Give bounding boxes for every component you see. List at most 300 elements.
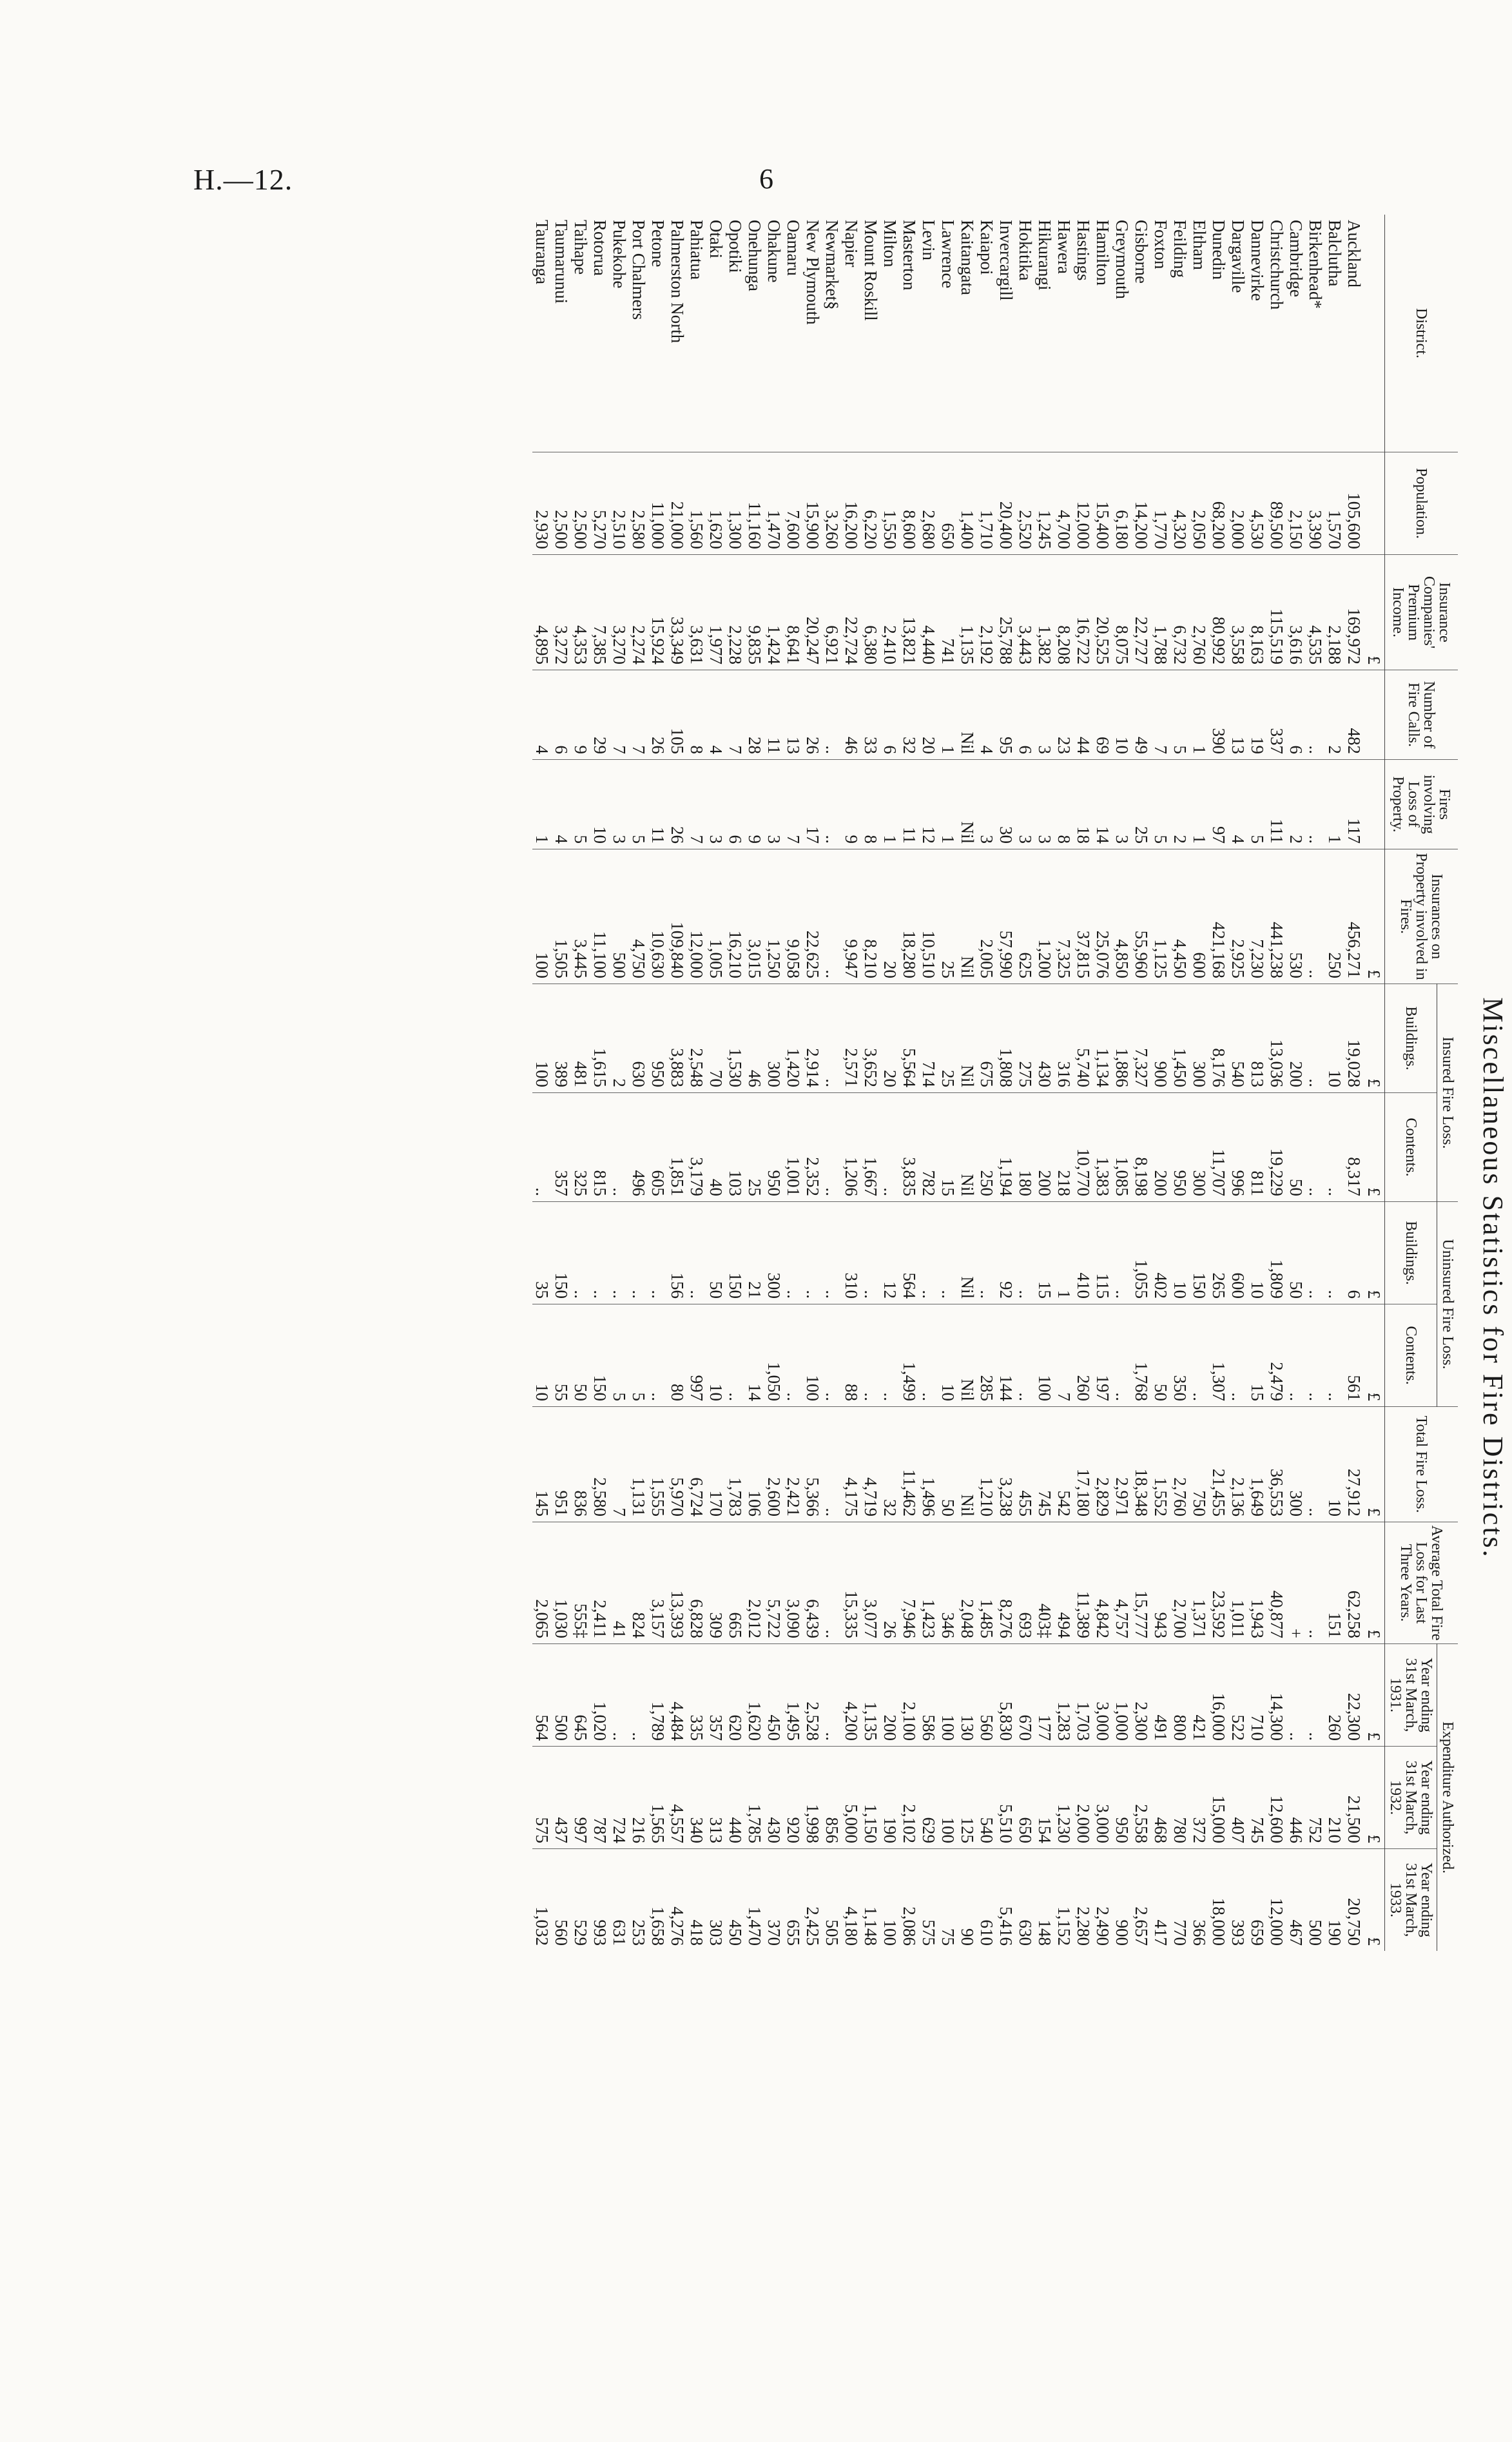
value-cell: 350	[1170, 1304, 1190, 1407]
value-cell: 407	[1228, 1747, 1248, 1849]
value-cell: 2,228	[726, 555, 745, 670]
value-cell: 18,280	[900, 849, 919, 984]
value-cell: ..	[938, 1202, 958, 1304]
value-cell: ..	[880, 1093, 900, 1202]
value-cell: 25	[745, 1093, 764, 1202]
value-cell: 811	[1248, 1093, 1267, 1202]
value-cell: 75	[938, 1849, 958, 1952]
value-cell: 16,000	[1209, 1644, 1228, 1747]
value-cell: 20,247	[803, 555, 822, 670]
value-cell: 111	[1267, 760, 1286, 849]
value-cell: ..	[977, 1202, 996, 1304]
value-cell: ..	[822, 1304, 842, 1407]
value-cell: ..	[880, 1304, 900, 1407]
value-cell: 1	[938, 760, 958, 849]
district-cell: Taumarunui	[552, 220, 572, 304]
value-cell: 12,000	[1074, 452, 1093, 555]
value-cell: 150	[590, 1304, 610, 1407]
value-cell: 560	[552, 1849, 571, 1952]
table-row	[1325, 215, 1344, 1951]
value-cell: 1,050	[764, 1304, 784, 1407]
value-cell: 421,168	[1209, 849, 1228, 984]
table-row	[629, 215, 648, 1951]
value-cell: 500	[1306, 1849, 1325, 1952]
value-cell: 62,258	[1344, 1522, 1364, 1644]
district-cell: Napier	[842, 220, 862, 267]
document-code: H.—12.	[193, 163, 293, 196]
value-cell: 437	[552, 1747, 571, 1849]
value-cell: 564	[900, 1202, 919, 1304]
value-cell: 14,300	[1267, 1644, 1286, 1747]
value-cell: 10,630	[648, 849, 668, 984]
value-cell: ..	[1325, 1093, 1344, 1202]
col-fires-loss: Fires involving Loss of Property.	[1385, 760, 1459, 849]
value-cell: 3,000	[1093, 1644, 1112, 1747]
value-cell: 2,300	[1132, 1644, 1151, 1747]
value-cell: 2,274	[629, 555, 648, 670]
value-cell: ..	[861, 1202, 880, 1304]
value-cell: 625	[1016, 849, 1035, 984]
value-cell: 4,850	[1112, 849, 1132, 984]
value-cell: 500	[610, 849, 629, 984]
value-cell: 2,500	[571, 452, 590, 555]
value-cell: 2,352	[803, 1093, 822, 1202]
value-cell: 446	[1286, 1747, 1306, 1849]
value-cell: ..	[1306, 670, 1325, 760]
value-cell: ..	[1325, 1202, 1344, 1304]
value-cell: 724	[610, 1747, 629, 1849]
value-cell: 2,700	[1170, 1522, 1190, 1644]
value-cell: 4,175	[842, 1407, 861, 1522]
table-row	[1228, 215, 1248, 1951]
value-cell: 32	[880, 1407, 900, 1522]
value-cell: 2,829	[1093, 1407, 1112, 1522]
value-cell: ..	[822, 670, 842, 760]
value-cell: 2,580	[590, 1407, 610, 1522]
value-cell: 1,125	[1151, 849, 1170, 984]
value-cell: 80,992	[1209, 555, 1228, 670]
table-row	[784, 215, 803, 1951]
value-cell: 22,625	[803, 849, 822, 984]
value-cell: 1,620	[745, 1644, 764, 1747]
value-cell: 300	[1286, 1407, 1306, 1522]
value-cell: 11,000	[648, 452, 668, 555]
value-cell: 1,194	[996, 1093, 1016, 1202]
value-cell: 1,030	[552, 1522, 571, 1644]
value-cell: 20,750	[1344, 1849, 1364, 1952]
district-cell: Kaiapoi	[977, 220, 997, 275]
value-cell: 390	[1209, 670, 1228, 760]
value-cell: 1,977	[706, 555, 726, 670]
value-cell: 1	[1054, 1202, 1074, 1304]
value-cell: 8,210	[861, 849, 880, 984]
value-cell: 29	[590, 670, 610, 760]
value-cell: 10	[532, 1304, 552, 1407]
value-cell: 216	[629, 1747, 648, 1849]
table-row	[958, 215, 977, 1951]
value-cell: 28	[745, 670, 764, 760]
value-cell: 10	[1170, 1202, 1190, 1304]
value-cell: 586	[919, 1644, 938, 1747]
value-cell: 46	[745, 984, 764, 1093]
value-cell: 665	[726, 1522, 745, 1644]
value-cell: 325	[571, 1093, 590, 1202]
value-cell: 80	[668, 1304, 687, 1407]
value-cell: 2	[610, 984, 629, 1093]
value-cell: 5,722	[764, 1522, 784, 1644]
district-cell: Christchurch	[1267, 220, 1287, 310]
value-cell: 7,600	[784, 452, 803, 555]
value-cell: 20	[880, 984, 900, 1093]
district-cell: Birkenhead*	[1306, 220, 1326, 309]
value-cell: 467	[1286, 1849, 1306, 1952]
value-cell: 15,900	[803, 452, 822, 555]
table-row	[610, 215, 629, 1951]
value-cell: 12	[919, 760, 938, 849]
value-cell: ..	[726, 1304, 745, 1407]
value-cell: 5,510	[996, 1747, 1016, 1849]
value-cell: 714	[919, 984, 938, 1093]
value-cell: 5	[1248, 760, 1267, 849]
value-cell: 13	[1228, 670, 1248, 760]
value-cell: ..	[1286, 1644, 1306, 1747]
value-cell: 491	[1151, 1644, 1170, 1747]
value-cell: 7	[610, 670, 629, 760]
value-cell: 8,163	[1248, 555, 1267, 670]
value-cell: 7	[629, 670, 648, 760]
value-cell: 2	[1286, 760, 1306, 849]
value-cell: 1,620	[706, 452, 726, 555]
col-premium: Insurance Companies' Premium Income.	[1385, 555, 1459, 670]
value-cell: 103	[726, 1093, 745, 1202]
district-cell	[1364, 215, 1385, 452]
value-cell: 95	[996, 670, 1016, 760]
value-cell: 346	[938, 1522, 958, 1644]
table-row	[977, 215, 996, 1951]
value-cell: 2,280	[1074, 1849, 1093, 1952]
value-cell: 285	[977, 1304, 996, 1407]
value-cell: 1,570	[1325, 452, 1344, 555]
value-cell: 5,270	[590, 452, 610, 555]
value-cell: 650	[938, 452, 958, 555]
value-cell: ..	[648, 1202, 668, 1304]
value-cell: ..	[784, 1202, 803, 1304]
value-cell: 1,450	[1170, 984, 1190, 1093]
value-cell: 55	[552, 1304, 571, 1407]
district-cell: Hawera	[1054, 220, 1074, 274]
table-row	[745, 215, 764, 1951]
value-cell: 2,136	[1228, 1407, 1248, 1522]
value-cell: 1,423	[919, 1522, 938, 1644]
value-cell: £	[1364, 1644, 1385, 1747]
value-cell: 1,245	[1035, 452, 1054, 555]
value-cell: 50	[938, 1407, 958, 1522]
value-cell: 659	[1248, 1849, 1267, 1952]
value-cell: ..	[1306, 1407, 1325, 1522]
value-cell: 7	[784, 760, 803, 849]
value-cell: 1,565	[648, 1747, 668, 1849]
district-cell: Port Chalmers	[629, 220, 649, 320]
district-cell: Greymouth	[1112, 220, 1132, 299]
value-cell: ..	[1306, 1304, 1325, 1407]
value-cell: 430	[764, 1747, 784, 1849]
value-cell: 5,366	[803, 1407, 822, 1522]
value-cell: 100	[532, 984, 552, 1093]
value-cell: 4,276	[668, 1849, 687, 1952]
value-cell: 600	[1190, 849, 1209, 984]
value-cell: 430	[1035, 984, 1054, 1093]
value-cell: 25	[938, 849, 958, 984]
value-cell: 253	[629, 1849, 648, 1952]
value-cell: 37,815	[1074, 849, 1093, 984]
value-cell: 1,032	[532, 1849, 552, 1952]
value-cell: 7	[1151, 670, 1170, 760]
value-cell: 996	[1228, 1093, 1248, 1202]
value-cell: 780	[1170, 1747, 1190, 1849]
value-cell: 993	[590, 1849, 610, 1952]
table-body	[532, 215, 1385, 1951]
value-cell: 106	[745, 1407, 764, 1522]
value-cell: ..	[571, 1202, 590, 1304]
table-row	[822, 215, 842, 1951]
value-cell: 693	[1016, 1522, 1035, 1644]
value-cell: 197	[1093, 1304, 1112, 1407]
value-cell: £	[1364, 984, 1385, 1093]
value-cell: 1,470	[764, 452, 784, 555]
value-cell: 13,393	[668, 1522, 687, 1644]
district-cell: Tauranga	[532, 220, 552, 285]
value-cell: 752	[1306, 1747, 1325, 1849]
value-cell: 55,960	[1132, 849, 1151, 984]
district-cell: Masterton	[900, 220, 920, 291]
district-cell: New Plymouth	[803, 220, 823, 325]
col-population: Population.	[1385, 452, 1459, 555]
value-cell: 836	[571, 1407, 590, 1522]
value-cell: 540	[1228, 984, 1248, 1093]
value-cell: 100	[803, 1304, 822, 1407]
value-cell: 8,075	[1112, 555, 1132, 670]
value-cell: 410	[1074, 1202, 1093, 1304]
value-cell: 8	[861, 760, 880, 849]
value-cell: ..	[1112, 1304, 1132, 1407]
value-cell: 144	[996, 1304, 1016, 1407]
value-cell: 25,076	[1093, 849, 1112, 984]
col-fire-calls: Number of Fire Calls.	[1385, 670, 1459, 760]
value-cell: 630	[629, 984, 648, 1093]
value-cell: 670	[1016, 1644, 1035, 1747]
value-cell: 16,722	[1074, 555, 1093, 670]
value-cell: 750	[1190, 1407, 1209, 1522]
value-cell: 393	[1228, 1849, 1248, 1952]
value-cell: 115,519	[1267, 555, 1286, 670]
value-cell: 3,000	[1093, 1747, 1112, 1849]
value-cell: 745	[1035, 1407, 1054, 1522]
value-cell: 100	[1035, 1304, 1054, 1407]
value-cell: ..	[1228, 1304, 1248, 1407]
value-cell: 36,553	[1267, 1407, 1286, 1522]
value-cell: 125	[958, 1747, 977, 1849]
value-cell: 6,180	[1112, 452, 1132, 555]
value-cell: 275	[1016, 984, 1035, 1093]
value-cell: 46	[842, 670, 861, 760]
value-cell: 6,921	[822, 555, 842, 670]
value-cell: 5,000	[842, 1747, 861, 1849]
value-cell: 2,600	[764, 1407, 784, 1522]
value-cell: 15	[1248, 1304, 1267, 1407]
table-title: Miscellaneous Statistics for Fire Districts.	[1477, 997, 1509, 1559]
value-cell: 357	[552, 1093, 571, 1202]
value-cell: 2,558	[1132, 1747, 1151, 1849]
value-cell: 2,528	[803, 1644, 822, 1747]
value-cell: 5,564	[900, 984, 919, 1093]
value-cell: 15,000	[1209, 1747, 1228, 1849]
value-cell: 6,732	[1170, 555, 1190, 670]
value-cell: 4,700	[1054, 452, 1074, 555]
district-cell: Gisborne	[1132, 220, 1152, 284]
value-cell: 1,152	[1054, 1849, 1074, 1952]
value-cell: 710	[1248, 1644, 1267, 1747]
district-cell: Hikurangi	[1035, 220, 1055, 291]
value-cell: 1,470	[745, 1849, 764, 1952]
value-cell: ..	[590, 1202, 610, 1304]
value-cell: 9,947	[842, 849, 861, 984]
value-cell: 21	[745, 1202, 764, 1304]
value-cell: 561	[1344, 1304, 1364, 1407]
value-cell: 1,206	[842, 1093, 861, 1202]
value-cell: 20,525	[1093, 555, 1112, 670]
value-cell: 1,658	[648, 1849, 668, 1952]
value-cell: £	[1364, 1202, 1385, 1304]
value-cell: 522	[1228, 1644, 1248, 1747]
value-cell: 5	[1151, 760, 1170, 849]
value-cell: 8,208	[1054, 555, 1074, 670]
value-cell: 4,535	[1306, 555, 1325, 670]
value-cell: 218	[1054, 1093, 1074, 1202]
value-cell: 645	[571, 1644, 590, 1747]
value-cell: 650	[1016, 1747, 1035, 1849]
value-cell: Nil	[958, 849, 977, 984]
value-cell	[1364, 760, 1385, 849]
value-cell: 14	[1093, 760, 1112, 849]
value-cell: 100	[532, 849, 552, 984]
value-cell: 10	[1248, 1202, 1267, 1304]
value-cell: 1,649	[1248, 1407, 1267, 1522]
value-cell: 265	[1209, 1202, 1228, 1304]
value-cell: 4	[706, 670, 726, 760]
value-cell: 17,180	[1074, 1407, 1093, 1522]
district-cell: Pukekohe	[610, 220, 630, 289]
value-cell: 1,495	[784, 1644, 803, 1747]
value-cell: 1,768	[1132, 1304, 1151, 1407]
value-cell: 1,703	[1074, 1644, 1093, 1747]
value-cell: 23,592	[1209, 1522, 1228, 1644]
table-row	[668, 215, 687, 1951]
value-cell: 357	[706, 1644, 726, 1747]
value-cell: 1,000	[1112, 1644, 1132, 1747]
value-cell: 2,050	[1190, 452, 1209, 555]
value-cell: 824	[629, 1522, 648, 1644]
value-cell: 4	[552, 760, 571, 849]
value-cell: 3,616	[1286, 555, 1306, 670]
value-cell: 4,719	[861, 1407, 880, 1522]
value-cell: 1	[1190, 670, 1209, 760]
value-cell: 1,005	[706, 849, 726, 984]
value-cell: 4,484	[668, 1644, 687, 1747]
value-cell: 3,652	[861, 984, 880, 1093]
value-cell: ..	[803, 1202, 822, 1304]
value-cell: 210	[1325, 1747, 1344, 1849]
value-cell: 4,450	[1170, 849, 1190, 984]
table-row	[1248, 215, 1267, 1951]
value-cell: 6,724	[687, 1407, 706, 1522]
value-cell: 50	[1286, 1093, 1306, 1202]
table-row	[1170, 215, 1190, 1951]
value-cell: 313	[706, 1747, 726, 1849]
value-cell: 2,490	[1093, 1849, 1112, 1952]
value-cell: 3,835	[900, 1093, 919, 1202]
value-cell: 1,085	[1112, 1093, 1132, 1202]
value-cell: 11,462	[900, 1407, 919, 1522]
table-row	[726, 215, 745, 1951]
value-cell: 151	[1325, 1522, 1344, 1644]
value-cell: 1,808	[996, 984, 1016, 1093]
value-cell: 2,510	[610, 452, 629, 555]
value-cell: 7,325	[1054, 849, 1074, 984]
value-cell: 3,883	[668, 984, 687, 1093]
value-cell: 1,134	[1093, 984, 1112, 1093]
value-cell: 10,510	[919, 849, 938, 984]
value-cell: 115	[1093, 1202, 1112, 1304]
table-row	[919, 215, 938, 1951]
value-cell: 100	[938, 1644, 958, 1747]
value-cell: 951	[552, 1407, 571, 1522]
value-cell: ..	[629, 1644, 648, 1747]
value-cell: 418	[687, 1849, 706, 1952]
value-cell: 1,710	[977, 452, 996, 555]
value-cell: 856	[822, 1747, 842, 1849]
value-cell: 14,200	[1132, 452, 1151, 555]
value-cell: 2,925	[1228, 849, 1248, 984]
district-cell: Kaitangata	[958, 220, 978, 295]
value-cell: 1,371	[1190, 1522, 1209, 1644]
value-cell: 19,028	[1344, 984, 1364, 1093]
value-cell: 8,600	[900, 452, 919, 555]
value-cell: 1,383	[1093, 1093, 1112, 1202]
value-cell: 26	[880, 1522, 900, 1644]
value-cell: 9,058	[784, 849, 803, 984]
value-cell: 3,631	[687, 555, 706, 670]
value-cell: 1,785	[745, 1747, 764, 1849]
col-uninsured-contents: Contents.	[1385, 1304, 1437, 1407]
value-cell: 5	[571, 760, 590, 849]
table-row	[842, 215, 861, 1951]
value-cell: 7,327	[1132, 984, 1151, 1093]
value-cell: 150	[726, 1202, 745, 1304]
value-cell: 1,011	[1228, 1522, 1248, 1644]
value-cell: 6,380	[861, 555, 880, 670]
value-cell: 10,770	[1074, 1093, 1093, 1202]
value-cell: 50	[1151, 1304, 1170, 1407]
table-row	[1344, 215, 1364, 1951]
group-insured: Insured Fire Loss.	[1437, 984, 1459, 1202]
value-cell: 10	[1112, 670, 1132, 760]
value-cell: 6	[552, 670, 571, 760]
value-cell: 21,500	[1344, 1747, 1364, 1849]
value-cell: 8,641	[784, 555, 803, 670]
value-cell: ..	[861, 1304, 880, 1407]
value-cell: 9	[571, 670, 590, 760]
value-cell: 3	[610, 760, 629, 849]
